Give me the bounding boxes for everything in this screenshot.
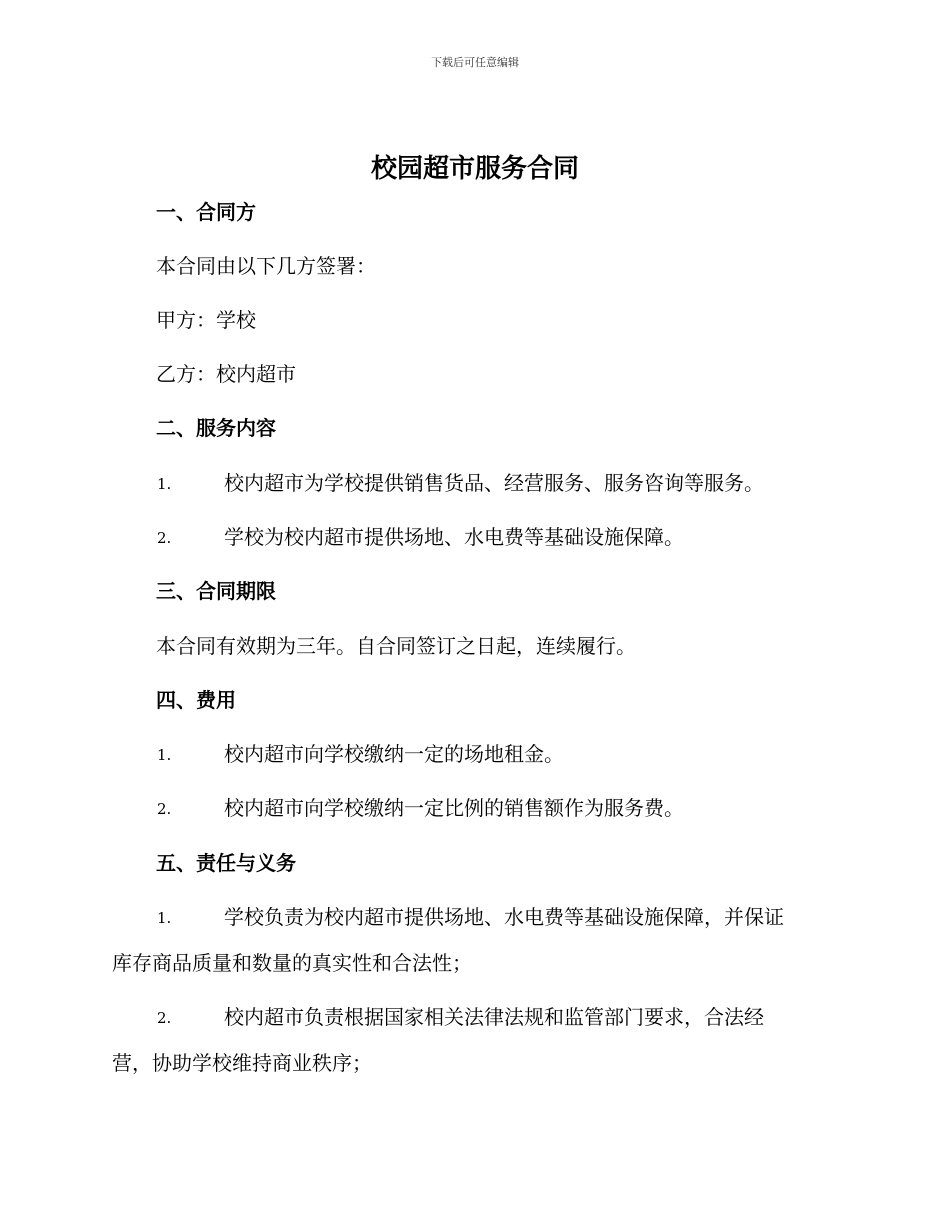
- list-item-text-line2: 营，协助学校维持商业秩序；: [112, 1051, 372, 1075]
- list-item-text-line1: 学校负责为校内超市提供场地、水电费等基础设施保障，并保证: [224, 905, 784, 929]
- list-item-text-line2: 库存商品质量和数量的真实性和合法性；: [112, 951, 472, 975]
- term-text: 本合同有效期为三年。自合同签订之日起，连续履行。: [156, 634, 636, 658]
- list-item-text-line1: 校内超市负责根据国家相关法律法规和监管部门要求，合法经: [224, 1005, 764, 1029]
- section-heading-services: 二、服务内容: [156, 416, 276, 440]
- header-note: 下载后可任意编辑: [431, 56, 519, 69]
- section-heading-term: 三、合同期限: [156, 579, 276, 603]
- section-heading-parties: 一、合同方: [156, 200, 256, 224]
- section-heading-fees: 四、费用: [156, 688, 236, 712]
- list-item-text: 校内超市向学校缴纳一定的场地租金。: [224, 742, 564, 766]
- party-a: 甲方：学校: [156, 308, 256, 332]
- list-number: 2.: [157, 1009, 172, 1027]
- list-number: 1.: [157, 746, 172, 764]
- list-number: 1.: [157, 475, 172, 493]
- document-title: 校园超市服务合同: [370, 154, 579, 184]
- list-item-text: 校内超市为学校提供销售货品、经营服务、服务咨询等服务。: [224, 471, 764, 495]
- list-item-text: 校内超市向学校缴纳一定比例的销售额作为服务费。: [224, 796, 684, 820]
- list-number: 2.: [157, 800, 172, 818]
- parties-intro: 本合同由以下几方签署：: [156, 254, 376, 278]
- list-number: 2.: [157, 529, 172, 547]
- party-b: 乙方：校内超市: [156, 362, 296, 386]
- section-heading-duties: 五、责任与义务: [156, 851, 296, 875]
- list-item-text: 学校为校内超市提供场地、水电费等基础设施保障。: [224, 525, 684, 549]
- list-number: 1.: [157, 909, 172, 927]
